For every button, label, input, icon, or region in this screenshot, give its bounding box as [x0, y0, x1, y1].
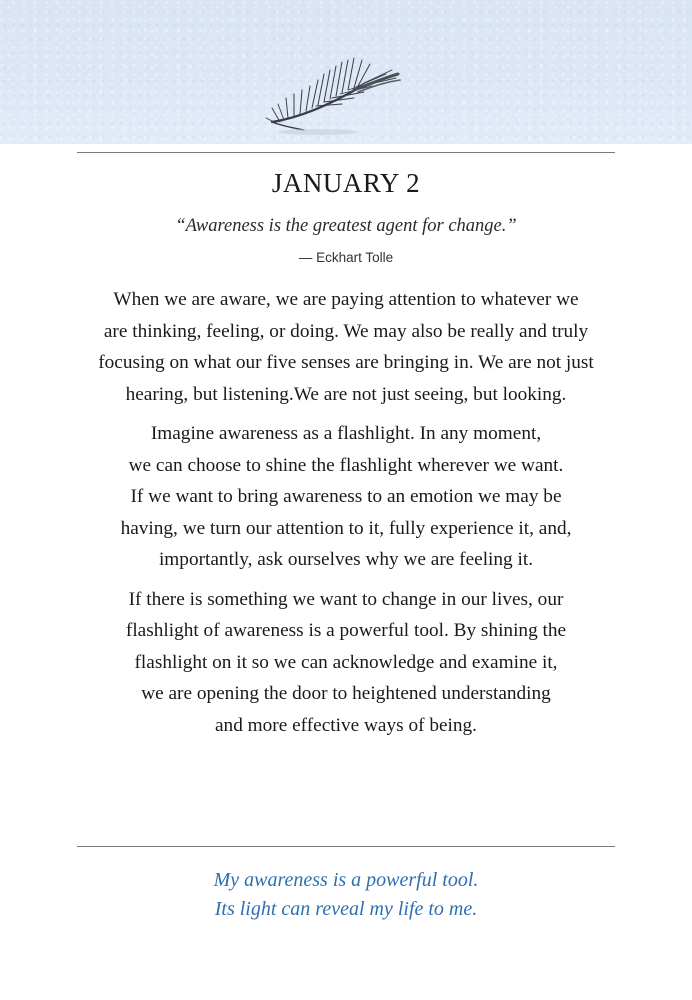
text-line: and more effective ways of being.	[215, 714, 477, 736]
text-line: flashlight of awareness is a powerful tool. By shining the	[125, 620, 567, 641]
top-divider	[77, 152, 615, 153]
text-line: having, we turn our attention to it, fully experience it, and,	[120, 517, 572, 539]
text-line: focusing on what our five senses are bringing in. We are not just	[98, 352, 594, 373]
page-title: JANUARY 2	[271, 168, 421, 198]
header-band	[0, 0, 692, 144]
text-line: If there is something we want to change in our lives, our	[128, 588, 564, 610]
bottom-divider	[77, 846, 615, 847]
pine-sprig-icon	[258, 48, 406, 140]
text-line: are thinking, feeling, or doing. We may also be really and truly	[103, 320, 589, 342]
paragraph	[70, 284, 622, 410]
paragraph	[70, 584, 622, 742]
epigraph-quote: “Awareness is the greatest agent for change.”	[175, 216, 517, 236]
text-line: flashlight on it so we can acknowledge and examine it,	[134, 651, 558, 673]
text-line: importantly, ask ourselves why we are feeling it.	[158, 549, 534, 570]
affirmation	[0, 866, 692, 924]
text-line: Imagine awareness as a flashlight. In any moment,	[150, 423, 542, 444]
body-text	[70, 284, 622, 749]
quote-attribution: — Eckhart Tolle	[298, 250, 394, 265]
affirmation-line: My awareness is a powerful tool.	[213, 869, 479, 891]
text-line: When we are aware, we are paying attention to whatever we	[113, 289, 579, 310]
text-line: we can choose to shine the flashlight wherever we want.	[128, 454, 564, 476]
text-line: If we want to bring awareness to an emotion we may be	[130, 486, 562, 507]
paragraph	[70, 418, 622, 576]
text-line: hearing, but listening.We are not just seeing, but looking.	[125, 383, 567, 405]
affirmation-line: Its light can reveal my life to me.	[214, 898, 478, 920]
text-line: we are opening the door to heightened understanding	[141, 683, 551, 704]
